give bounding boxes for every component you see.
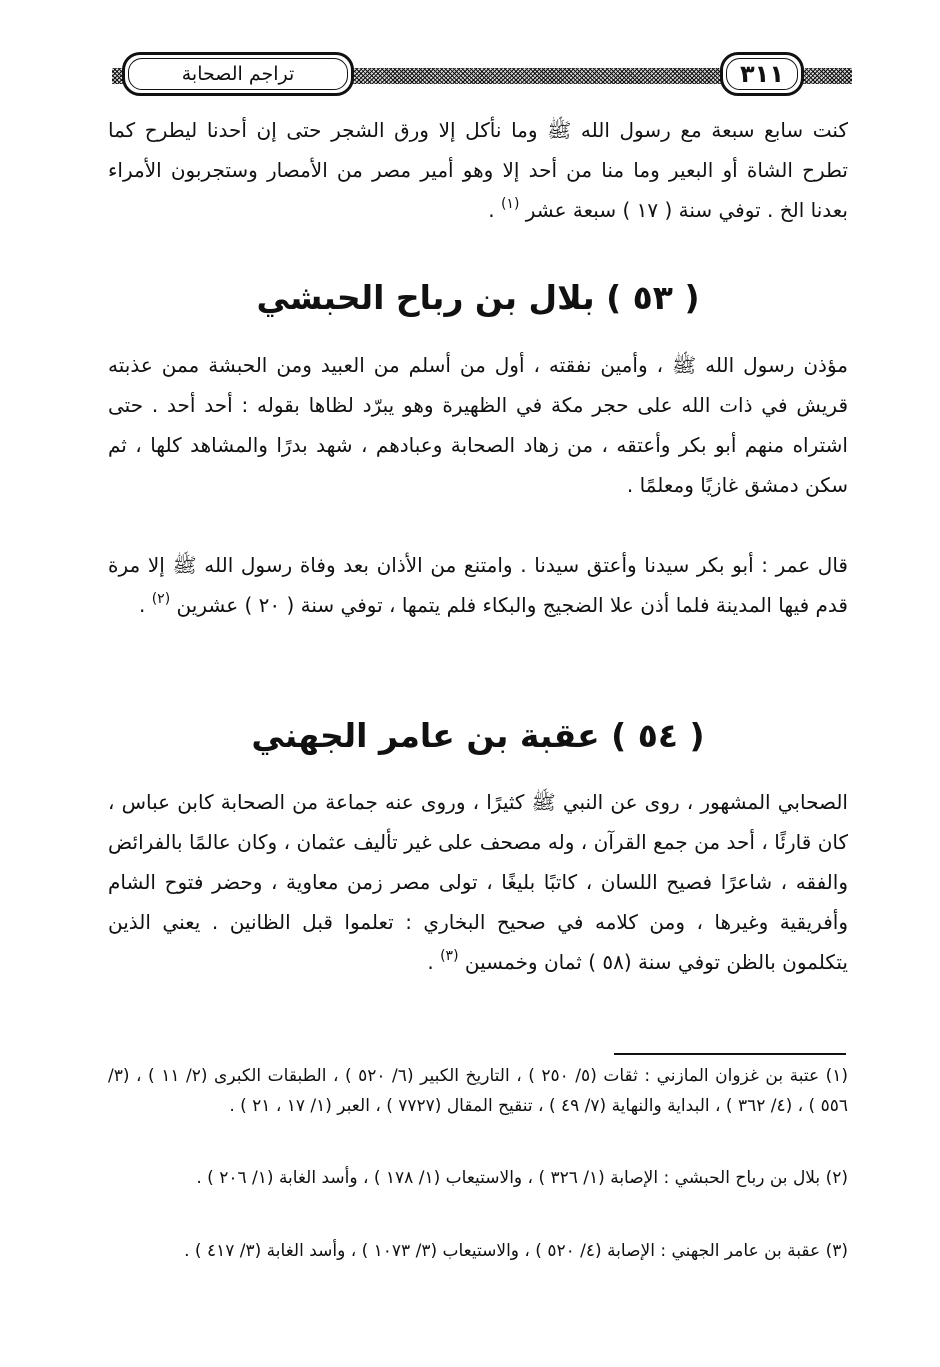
footnote-1: (١) عتبة بن غزوان المازني : ثقات (٥/ ٢٥٠ ) ، التاريخ الكبير (٦/ ٥٢٠ ) ، الطبقات الكبرى (٢/ ١١ ) ، (٣/ ٥٥٦ ) ، (٤/ ٣٦٢ ) ، البداية والنهاية (٧/ ٤٩ ) ، تنقيح المقال (٧٧٢٧ ) ، العبر (١/ ١٧ ، ٢١ ) . bbox=[108, 1066, 849, 1116]
page-header bbox=[112, 48, 852, 100]
running-title-box bbox=[122, 52, 354, 96]
bilal-paragraph-2-text: قال عمر : أبو بكر سيدنا وأعتق سيدنا . وامتنع من الأذان بعد وفاة رسول الله ﷺ إلا مرة قدم فيها المدينة فلما أذن علا الضجيج والبكاء فلم يتمها ، توفي سنة ( ٢٠ ) عشرين bbox=[108, 553, 848, 617]
footnote-3: (٣) عقبة بن عامر الجهني : الإصابة (٤/ ٥٢٠ ) ، والاستيعاب (٣/ ١٠٧٣ ) ، وأسد الغابة (٣/ ٤١٧ ) . bbox=[184, 1241, 848, 1261]
running-title: تراجم الصحابة bbox=[181, 63, 295, 85]
page-number-box bbox=[720, 52, 804, 96]
footnote-marker-2: (٢) bbox=[151, 591, 171, 607]
uqba-paragraph: الصحابي المشهور ، روى عن النبي ﷺ كثيرًا ، وروى عنه جماعة من الصحابة كابن عباس ، كان قارئًا ، أحد من جمع القرآن ، وله مصحف على غير تأليف عثمان ، وكان عالمًا بالفرائض والفقه ، شاعرًا فصيح اللسان ، كاتبًا بليغًا ، تولى مصر زمن معاوية ، وحضر فتوح الشام وأفريقية وغيرها ، ومن كلامه في صحيح البخاري : تعلموا قبل الظانين . يعني الذين يتكلمون بالظن توفي سنة (٥٨ ) ثمان وخمسين $^{(٣)}$ . bbox=[108, 790, 848, 974]
intro-text: كنت سابع سبعة مع رسول الله ﷺ وما نأكل إلا ورق الشجر حتى إن أحدنا ليطرح كما تطرح الشاة أو البعير وما منا من أحد إلا وهو أمير مصر من الأمصار وستجربون الأمراء بعدنا الخ . توفي سنة ( ١٧ ) سبعة عشر bbox=[108, 118, 848, 222]
intro-paragraph: كنت سابع سبعة مع رسول الله ﷺ وما نأكل إلا ورق الشجر حتى إن أحدنا ليطرح كما تطرح الشاة أو البعير وما منا من أحد إلا وهو أمير مصر من الأمصار وستجربون الأمراء بعدنا الخ . توفي سنة ( ١٧ ) سبعة عشر $^{(١)}$ . bbox=[108, 118, 848, 222]
uqba-paragraph-text: الصحابي المشهور ، روى عن النبي ﷺ كثيرًا ، وروى عنه جماعة من الصحابة كابن عباس ، كان قارئًا ، أحد من جمع القرآن ، وله مصحف على غير تأليف عثمان ، وكان عالمًا بالفرائض والفقه ، شاعرًا فصيح اللسان ، كاتبًا بليغًا ، تولى مصر زمن معاوية ، وحضر فتوح الشام وأفريقية وغيرها ، ومن كلامه في صحيح البخاري : تعلموا قبل الظانين . يعني الذين يتكلمون بالظن توفي سنة (٥٨ ) ثمان وخمسين bbox=[108, 790, 848, 974]
section-heading-54: ( ٥٤ ) عقبة بن عامر الجهني bbox=[251, 716, 705, 755]
section-heading-53: ( ٥٣ ) بلال بن رباح الحبشي bbox=[256, 278, 700, 317]
footnote-2: (٢) بلال بن رباح الحبشي : الإصابة (١/ ٣٢٦ ) ، والاستيعاب (١/ ١٧٨ ) ، وأسد الغابة (١/ ٢٠٦ ) . bbox=[196, 1168, 848, 1188]
footnote-marker-3: (٣) bbox=[440, 948, 459, 964]
bilal-paragraph-1: مؤذن رسول الله ﷺ ، وأمين نفقته ، أول من أسلم من العبيد ومن الحبشة ممن عذبته قريش في ذات الله على حجر مكة في الظهيرة وهو يبرّد لظاها بقوله : أحد أحد . حتى اشتراه منهم أبو بكر وأعتقه ، من زهاد الصحابة وعبادهم ، شهد بدرًا والمشاهد كلها ، ثم سكن دمشق غازيًا ومعلمًا . bbox=[108, 353, 848, 497]
footnote-marker-1: (١) bbox=[500, 196, 520, 212]
page-number: ٣١١ bbox=[740, 60, 784, 88]
bilal-paragraph-2: قال عمر : أبو بكر سيدنا وأعتق سيدنا . وامتنع من الأذان بعد وفاة رسول الله ﷺ إلا مرة قدم فيها المدينة فلما أذن علا الضجيج والبكاء فلم يتمها ، توفي سنة ( ٢٠ ) عشرين $^{(٢)}$ . bbox=[108, 553, 848, 617]
footnote-separator bbox=[614, 1053, 846, 1055]
